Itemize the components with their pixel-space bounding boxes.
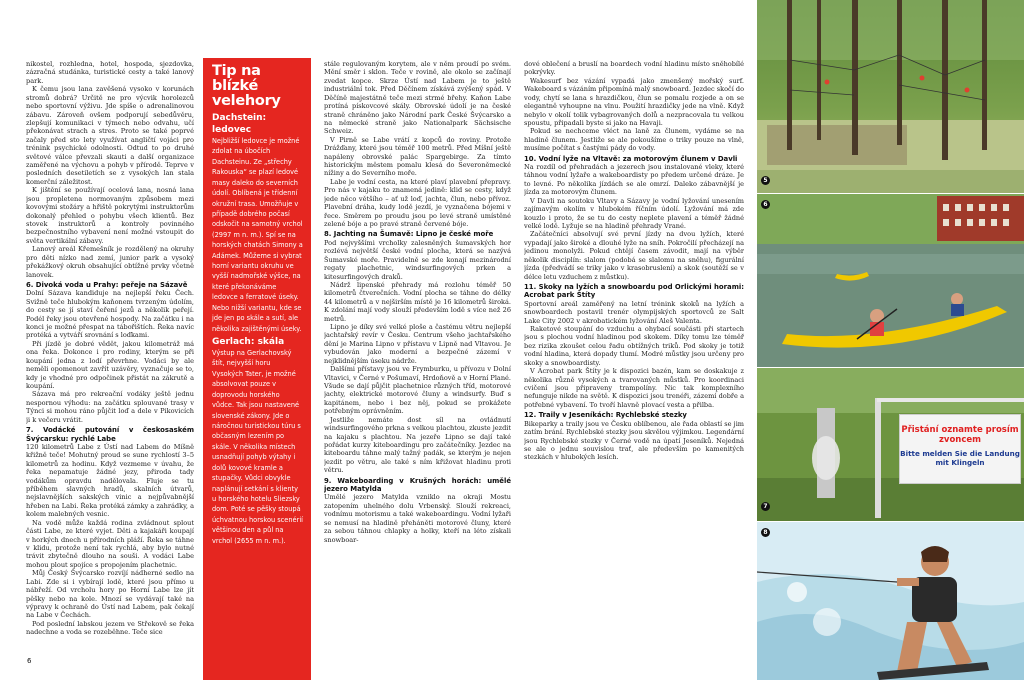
text-column-4 xyxy=(524,60,744,680)
body-paragraph: V Davli na soutoku Vltavy a Sázavy je vodní lyžování unesením zajímavým okolím v hlubokém říčním údolí. Lyžování má zde kouzlo i proto, že se tu do cesty neplete plavení a téměř žádné velké lodě. Lyžuje se na hladině přehrady Vrané. xyxy=(524,196,744,230)
body-paragraph: Wakesurf bez vázání vypadá jako zmenšený mořský surf. Wakeboard s vázáním připomíná malý snowboard. Jezdec skočí do vody, chytí se lana s hrazdičkou, člun se pomalu rozjede a on se elegantně vyhoupne na vlnu. Použití hrazdičky jede na vlně. Když nebylo v okolí tolik vybagrovaných dolů a nezpracovala tu velkou spoustu, připadali byste si jako na Havaji. xyxy=(524,76,744,127)
body-paragraph: Na rozdíl od přehradách a jezerech jsou instalované vleky, které táhnou vodní lyžaře a wakeboardisty po předem určené dráze. Je to levné. Po několika jízdách se ale omrzí. Daleko zábavnější je jízda za motorovým člunem. xyxy=(524,163,744,197)
body-paragraph: Nádrž lipenské přehrady má rozlohu téměř 50 kilometrů čtverečních. Vodní plocha se táhne do délky 44 kilometrů a v nejširším místě je 16 kilometrů široká. K zdolání mají vody slouží především lodě s více než 26 metrů. xyxy=(324,280,511,323)
body-paragraph: Lanový areál Křemešník je rozdělený na okruhy pro děti nízko nad zemí, junior park a vysoký překážkový okruh obsahující obtížné prvky včetně lanovek. xyxy=(26,245,194,279)
tip-subheading-dachstein: Dachstein: ledovec xyxy=(212,113,267,135)
body-paragraph: Sportovní areál zaměřený na letní trénink skoků na lyžích a snowboardech postavil trenér olympijských sportovců ze Salt Lake City 2002 v akrobatickém lyžování Aleš Valenta. xyxy=(524,299,744,325)
body-paragraph: nikostel, rozhledna, hotel, hospoda, sjezdovka, zázračná studánka, turistické cesty a také lanový park. xyxy=(26,60,194,85)
section-heading: 10. Vodní lyže na Vltavě: za motorovým člunem v Davli xyxy=(524,154,738,163)
body-paragraph: Při jízdě je dobré vědět, jakou kilometráž má ona řeka. Dokonce i pro rodiny, kterým se při koupání jedna z lodí převrhne. Vodáci by ale neměli opomenout zavřít uzávěry, vyznačuje se to, kdy je vhodné pro odpočinek přistát na zákrutě a koupání. xyxy=(26,339,194,391)
body-paragraph: Dalšími přístavy jsou ve Frymburku, u přívozu v Dolní Vltavici, v Černé v Pošumaví, Hrdoňově a v Horní Plané. Všude se dají půjčit plachetnice různých tříd, motorové jachty, elektrické motorové čluny a windsurfy. Buď s kapitánem, nebo i bez něj, pokud se prokážete potřebným oprávněním. xyxy=(324,365,511,416)
section-heading: 9. Wakeboarding v Krušných horách: umělé jezero Matylda xyxy=(324,476,511,494)
tip-subheading-gerlach: Gerlach: skála xyxy=(212,337,285,348)
section-heading: 11. Skoky na lyžích a snowboardu pod Orlickými horami: Acrobat park Štíty xyxy=(524,282,744,300)
photo-acrobat-park-sign xyxy=(757,368,1024,521)
photo-number-5: 5 xyxy=(761,176,770,185)
tip-text-gerlach: Výstup na Gerlachovský štít, nejvyšší horu Vysokých Tater, je možné absolvovat pouze v doprovodu horského vůdce. Tak jsou nastavené slovenské zákony. Jde o náročnou turistickou túru s občasným lezením po skále. V několika místech usnadňují pohyb výtahy i dolů kovové kramle a stupačky. Vůdci obvykle naplánují setkání s klienty u horského hotelu Sliezsky dom. Poté se pěšky stoupá úchvatnou horskou scenérií většinou den a půl na vrchol (2655 m n. m.). xyxy=(212,349,303,545)
text-column-3 xyxy=(324,60,511,680)
body-paragraph: K jištění se používají ocelová lana, nosná lana jsou propletena normovaným způsobem mezi kovovými stožáry a hřiště pokrytými instruktorům dokonalý přehled o pohybu všech klientů. Bez stovek instruktorů a kontroly povinného bezpečnostního vybavení není možné vstoupit do světa vertikální zábavy. xyxy=(26,186,194,245)
body-paragraph: K čemu jsou lana zavěšená vysoko v korunách stromů dobrá? Určitě ne pro výcvik horolezců nebo sportovní výživu. Jde spíše o adrenalinovou zábavu. Zároveň ovšem podporují sebedůvěru, zlepšují komunikaci v týmech nebo odvahu, učí překonávat strach a stres. Proto se také poprvé začaly před sto lety využívat angličtí vojáci pro trénink psychické odolnosti. Odtud to po druhé světové válce převzali skauti a další organizace zaměřené na výchovu a pohyb v přírodě. Teprve v posledních desetiletích se z vysokých lan stala komerční záležitost. xyxy=(26,85,194,186)
body-paragraph: Na vodě může každá rodina zvládnout splout části Labe, ze které vyjet. Děti a kajakáři koupají v horkých dnech u přírodních pláží. Řeka se táhne v klidu, protože není tak rychlá, aby bylo nutné trávit zbytečně dlouho na souši. A vodáci Labe mohou plout spojíce s propojením plachetnic. xyxy=(26,518,194,569)
body-paragraph: Dolní Sázava kandiduje na nejlepší řeku Čech. Svižně teče hlubokým kaňonem tvrzeným údolím, do cesty se jí staví čeření jezů a několik peřejí. Podél řeky jsou otevřené hospody. Na začátku i na konci je možné přespat na tábořištích. Řeka navíc protéká a vytváří srovnání s loďkami. xyxy=(26,289,194,340)
body-paragraph: Pokud se nechceme vléct na laně za člunem, vydáme se na hladině člunem. Jestliže se ale pokoušíme o triky pouze na vlně, musíme počítat s častými pády do vody. xyxy=(524,127,744,153)
body-paragraph: 120 kilometrů Labe z Ústí nad Labem do Míšně křižně teče! Mohutný proud se sune rychlostí 3–5 kilometrů za hodinu. Když vezmeme v úvahu, že řeka nepamatuje žádné jezy, přiroda tady vodákům opravdu nadělovala. Fluje se tu příběhem slavných hradů, skalních útvarů, nejslavnějších sakských vinic a nejpůvabnější hřeben na Labi. Řeka protéká zámky a zahrádky, a kolem malebných vesnic. xyxy=(26,442,194,519)
photo-wakeboarding xyxy=(757,522,1024,680)
body-paragraph: Jestliže nemáte dost síl na ovládnutí windsurfingového prkna s velkou plachtou, zkuste jezdit na kajaku s plachtou. Na jezeře Lipno se dají také pořádat kurzy kiteboardingu pro začátečníky. Jezdec na kiteboardu táhne malý tažný padák, se kterým je nejen jezdit po větru, ale také s ním křižovat hladinu proti větru. xyxy=(324,415,511,475)
body-paragraph: Labe je vodní cesta, na které plaví plavební přepravy. Pro nás v kajaku to znamená jedině: klid se cesty, když jede něco většího – ať už loď, jachta, člun, nebo přívoz. Plavební dráha, kudy lodě jezdí, je vyznačena bójemi v řece. Směrem po proudu jsou po levé straně umístěné zelené bóje a po pravé straně červené bóje. xyxy=(324,177,511,229)
body-paragraph: V Acrobat park Štíty je k dispozici bazén, kam se doskakuje z několika různě vysokých a tvarovaných můstků. Pro koordinaci cvičení jsou připraveny trampolíny. Nic tak komplexního nefunguje nikde na světě. K dispozici jsou trenéři, zázemí dobře a potřebné vybavení. To tvoří hlavně plovací vesta a přilba. xyxy=(524,367,744,409)
tip-title: Tip na blízké velehory xyxy=(212,63,281,109)
body-paragraph: stále regulovaným korytem, ale v něm proudí po svém. Mění směr i sklon. Teče v rovině, ale okolo se začínají zvedat kopce. Skrze Ústí nad Labem je to ještě industriální tok. Před Děčínem získává zvýšený spád. V Děčíně majestátně teče mezi strmé břehy. Kaňon Labe protíná pískovcové skály. Obrovské údolí je na české straně chráněno jako Národní park České Švýcarsko a na německé straně jako Nationalpark Sächsische Schweiz. xyxy=(324,60,511,136)
body-paragraph: Sázava má pro rekreační vodáky ještě jednu nespornou výhodu: na začátku splouvané trasy v Týnci si mohou ráno půjčit loď a dele v Pikovicích ji k večeru vrátit. xyxy=(26,390,194,424)
text-column-1 xyxy=(26,60,194,660)
body-paragraph: Začátečníci absolvují své první jízdy na dvou lyžích, které vypadají jako široké a dlouhé lyže na sníh. Pokročilí přecházejí na jedinou monolyži. Pokud chtějí časem závodit, mají na výběr několik disciplín: slalom (podobá se slalomu na sněhu), figurální jízda (předvádí se triky jako v krasobruslení) a skok (soutěží se v délce letu vzduchem z můstku). xyxy=(524,230,744,281)
body-paragraph: Lipno je díky své velké ploše a častému větru nejlepší jachtařský revír v Česku. Centrum všeho jachtařského dění je Marina Lipno v přístavu v Lipně nad Vltavou. Je vybudován jako moderní a bezpečné zázemí v nejklidnějším úseku nádrže. xyxy=(324,323,511,365)
body-paragraph: Pod poslední labskou jezem ve Střekově se řeka nadechne a voda se rozeběhne. Teče sice xyxy=(26,619,194,637)
photo-rope-park xyxy=(757,0,1024,193)
sign-text-czech: Přistání oznamte prosím zvoncem xyxy=(901,425,1019,445)
tip-text-dachstein: Nejbližší ledovce je možné zdolat na úbočích Dachsteinu. Ze „střechy Rakouska“ se plazí ledové masy daleko do severních údolí. Oblíbená je třídenní okružní trasa. Umožňuje v případě dobrého počasí odskočit na samotný vrchol (2997 m n. m.). Spí se na horských chatách Simony a Adámek. Můžeme si vybrat horní variantu okruhu ve vyšší nadmořské výšce, na které překonáváme ledovce a ferratové úseky. Nebo nižší variantu, kde se jde jen po skále a sutí, ale několika zajištěnými úseky. xyxy=(212,137,303,333)
sign-text-german: Bitte melden Sie die Landung mit Klingeln xyxy=(900,449,1020,467)
photo-kayaking xyxy=(757,194,1024,367)
section-heading: 7. Vodácké putování v českosaském Švýcarsku: rychlé Labe xyxy=(26,426,194,443)
body-paragraph: Raketové stoupání do vzduchu a ohybací součásti při startech jsou s plochou vodní hladinou pod skokem. Díky tomu lze téměř bez rizika zkoušet celou řadu obtížných triků. Pod skoky je totiž vodní hladina, která dopady tlumí. Modré můstky jsou určeny pro skoky a snowboardisty. xyxy=(524,325,744,367)
body-paragraph: Umělé jezero Matylda vzniklo na okraji Mostu zatopením uhelného dolu Vrbenský. Slouží rekreaci, vodnímu motorismu a také wakeboardingu. Vodní lyžaři se nemusí na hladině přeháněti motorové čluny, které za sebou táhnou chlapky a holky, kteří na léto získali snowboar- xyxy=(324,493,511,544)
page-number: 6 xyxy=(27,657,32,665)
photo-number-7: 7 xyxy=(761,502,770,511)
section-heading: 6. Divoká voda u Prahy: peřeje na Sázavě xyxy=(26,280,188,289)
body-paragraph: Bikeparky a traily jsou ve Česku oblíbenou, ale řada oblastí se jim zatím brání. Rychlebské stezky jsou skvělou výjimkou. Legendární jsou Rychlebské stezky v Černé vodě na úpatí Jeseníků. Nejedná se ale o jednu souvislou trať, ale především po kamenitých stezkách v hlubokých lesích. xyxy=(524,419,744,462)
tip-box xyxy=(203,58,311,680)
photo-number-8: 8 xyxy=(761,528,770,537)
body-paragraph: dové oblečení a bruslí na boardech vodní hladinu místo sněhobílé pokrývky. xyxy=(524,60,744,77)
landing-sign xyxy=(899,414,1021,484)
body-paragraph: Pod nejvyššími vrcholky zalesněných šumavských hor rozlévá největší české vodní plocha, která se nazývá Šumavské moře. Pravidelně se zde konají mezinárodní regaty plachetnic, windsurfingových prken a kitesurfingových draků. xyxy=(324,238,511,281)
section-heading: 12. Traily v Jeseníkách: Rychlebské stezky xyxy=(524,411,687,420)
body-paragraph: V Pirně se Labe vrátí z kopců do roviny. Protože Drážďany, které jsou téměř 100 metrů. Před Míšní ještě napáleny obrovské palác Spargebirge. Za tímto historickým městem pomalu klesá do Severoněmecké nížiny a do Severního moře. xyxy=(324,135,511,178)
body-paragraph: Můj Český Švýcarsko rozvíjí nádherné sedlo na Labi. Zde si i vybírají lodě, které jsou přímo u nábřeží. Od vrcholu hory po Horní Labe lze jít pěšky nebo na kole. Mnozí se vydávají také na výpravy k ochraně do Ústí nad Labem, pak čekají na Labe v Čechách. xyxy=(26,569,194,620)
photo-number-6: 6 xyxy=(761,200,770,209)
section-heading: 8. Jachting na Šumavě: Lipno je české moře xyxy=(324,230,494,239)
